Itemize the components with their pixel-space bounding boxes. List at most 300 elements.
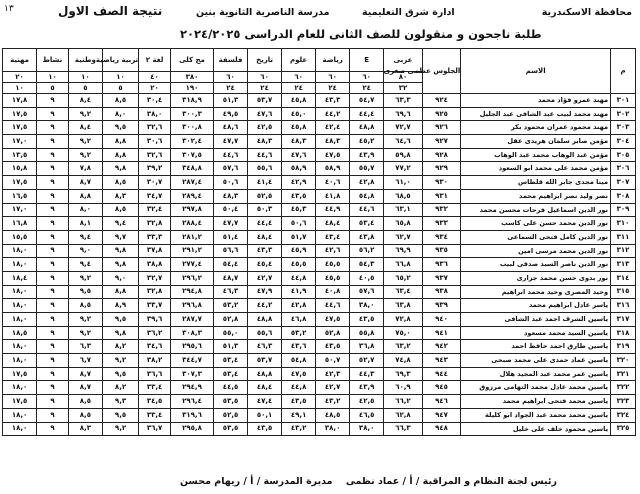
mark-cell: ٤٣,٩ <box>350 148 384 162</box>
mark-cell: ٤٤,٦ <box>248 148 282 162</box>
mark-cell: ٤٤,٣ <box>350 367 384 381</box>
mark-cell: ٣٦,٦ <box>139 367 171 381</box>
table-row <box>3 203 636 217</box>
mark-cell: ٥٢,٨ <box>214 313 248 327</box>
mark-cell: ١٨,٠ <box>3 258 37 272</box>
row-number: ٣٢٤ <box>611 408 636 422</box>
student-name: ياسر عادل ابراهيم محمد <box>461 299 611 313</box>
page-title: طلبة ناجحون و منقولون للصف الثانى للعام الدراسى ٢٠٢٤/٢٠٢٥ <box>180 27 542 41</box>
seat-number: ٩٣٠ <box>422 176 461 190</box>
mark-cell: ٢٨٧,٤ <box>170 176 213 190</box>
mark-cell: ٥٨,٩ <box>316 162 350 176</box>
mark-cell: ٥٤,٨ <box>350 189 384 203</box>
mark-cell: ٩ <box>37 217 69 231</box>
seat-number: ٩٣٤ <box>422 230 461 244</box>
mark-cell: ٩,٨ <box>102 258 138 272</box>
mark-cell: ٥١,٤ <box>214 230 248 244</box>
mark-cell: ٣١٨,٩ <box>170 94 213 108</box>
mark-cell: ٩,٠ <box>102 271 138 285</box>
mark-cell: ٥٤,٤ <box>214 258 248 272</box>
mark-cell: ٨,٧ <box>68 381 102 395</box>
mark-cell: ٥٥,٨ <box>350 326 384 340</box>
mark-cell: ٥٠,٤ <box>214 203 248 217</box>
table-row <box>3 326 636 340</box>
mark-cell: ٢٩٤,٩ <box>170 381 213 395</box>
student-name: نصر وليد نصر ابراهيم محمد <box>461 189 611 203</box>
mark-cell: ٤٨,٨ <box>350 121 384 135</box>
column-max-mark: ٦٠ <box>214 72 248 83</box>
mark-cell: ٤٣,٥ <box>316 340 350 354</box>
mark-cell: ٤٨,٨ <box>248 367 282 381</box>
mark-cell: ٨,٢ <box>102 381 138 395</box>
mark-cell: ٩,٤ <box>68 258 102 272</box>
mark-cell: ١٧,٥ <box>3 367 37 381</box>
mark-cell: ٤٥,٨ <box>282 121 316 135</box>
column-header: نشاط <box>37 49 69 72</box>
seat-number: ٩٤٥ <box>422 381 461 395</box>
mark-cell: ٤٨,٣ <box>316 135 350 149</box>
mark-cell: ٤٦,٥ <box>350 408 384 422</box>
student-name: ياسين طارق احمد حافظ احمد <box>461 340 611 354</box>
mark-cell: ٥٤,٧ <box>350 94 384 108</box>
table-row <box>3 422 636 436</box>
mark-cell: ٦٦,٨ <box>384 258 423 272</box>
mark-cell: ٦,٣ <box>68 340 102 354</box>
mark-cell: ٤٥,٨ <box>282 94 316 108</box>
mark-cell: ٤٣,٤ <box>316 230 350 244</box>
school-label: مدرسة الناصرية الثانوية بنين <box>196 7 330 18</box>
student-name: ياسين السيد محمد مسعود <box>461 326 611 340</box>
mark-cell: ٤٢,٣ <box>316 367 350 381</box>
row-number: ٣٠٣ <box>611 121 636 135</box>
row-number: ٣٢٥ <box>611 422 636 436</box>
row-number: ٣٠٥ <box>611 148 636 162</box>
seat-number: ٩٤٦ <box>422 395 461 409</box>
mark-cell: ٤٤,٨ <box>282 381 316 395</box>
mark-cell: ٤٢,٦ <box>316 244 350 258</box>
mark-cell: ٤٣,٨ <box>350 230 384 244</box>
mark-cell: ٨,٥ <box>102 94 138 108</box>
mark-cell: ٤٨,٣ <box>282 135 316 149</box>
table-row <box>3 176 636 190</box>
mark-cell: ٤٥,٣ <box>282 203 316 217</box>
mark-cell: ١٨,٠ <box>3 313 37 327</box>
mark-cell: ٥٨,٩ <box>282 162 316 176</box>
mark-cell: ٨,٨ <box>102 148 138 162</box>
mark-cell: ٩,٢ <box>68 135 102 149</box>
mark-cell: ٤٢,٨ <box>350 176 384 190</box>
seat-number: ٩٣٨ <box>422 285 461 299</box>
seat-number: ٩٤٣ <box>422 354 461 368</box>
mark-cell: ٤٨,٦ <box>214 121 248 135</box>
mark-cell: ٣٠٨,٣ <box>170 326 213 340</box>
seat-number: ٩٤٠ <box>422 313 461 327</box>
mark-cell: ٤٧,٦ <box>282 148 316 162</box>
seat-number: ٩٢٦ <box>422 121 461 135</box>
table-row <box>3 230 636 244</box>
mark-cell: ١٣,٥ <box>3 148 37 162</box>
mark-cell: ٣٢,٦ <box>139 121 171 135</box>
table-row <box>3 258 636 272</box>
table-row <box>3 121 636 135</box>
mark-cell: ٤٤,٢ <box>316 107 350 121</box>
seat-number: ٩٣٣ <box>422 217 461 231</box>
row-number: ٣١٦ <box>611 299 636 313</box>
mark-cell: ٥٥,٦ <box>248 326 282 340</box>
mark-cell: ٤٥,٥ <box>316 271 350 285</box>
table-row <box>3 395 636 409</box>
seat-number: ٩٣١ <box>422 189 461 203</box>
mark-cell: ٨,٥ <box>68 408 102 422</box>
mark-cell: ٤٣,٩ <box>350 381 384 395</box>
mark-cell: ٤٧,٥ <box>316 148 350 162</box>
mark-cell: ٥٠,١ <box>248 408 282 422</box>
column-header: E <box>350 49 384 72</box>
mark-cell: ١٨,٠ <box>3 340 37 354</box>
mark-cell: ٥٠,٧ <box>316 354 350 368</box>
row-number: ٣٠٦ <box>611 162 636 176</box>
column-header: فلسفة <box>214 49 248 72</box>
mark-cell: ١٨,٠ <box>3 244 37 258</box>
mark-cell: ٩,٥ <box>102 121 138 135</box>
mark-cell: ٣٦,٢ <box>139 326 171 340</box>
mark-cell: ٤٥,٠ <box>282 107 316 121</box>
mark-cell: ٤٠,٨ <box>316 285 350 299</box>
student-name: مؤمن عبد الوهاب محمد عبد الوهاب <box>461 148 611 162</box>
mark-cell: ٩ <box>37 354 69 368</box>
row-number: ٣٠١ <box>611 94 636 108</box>
column-header: علوم <box>282 49 316 72</box>
column-min-mark: ١٩٠ <box>170 83 213 94</box>
mark-cell: ٩ <box>37 135 69 149</box>
mark-cell: ٨,٥ <box>102 203 138 217</box>
mark-cell: ٤٣,٦ <box>282 340 316 354</box>
mark-cell: ٩ <box>37 121 69 135</box>
seat-number: ٩٣٢ <box>422 203 461 217</box>
mark-cell: ١٧,٨ <box>3 94 37 108</box>
committee-signature: رئيس لجنة النظام و المراقبة / أ / عماد نظمى <box>345 476 557 487</box>
row-number: ٣٢٣ <box>611 395 636 409</box>
column-header: لغة ٢ <box>139 49 171 72</box>
table-row <box>3 135 636 149</box>
seat-number: ٩٣٥ <box>422 244 461 258</box>
mark-cell: ٧٧,٢ <box>384 162 423 176</box>
mark-cell: ٣٩,٢ <box>139 162 171 176</box>
column-max-mark: ٦٠ <box>282 72 316 83</box>
mark-cell: ٤٤,٤ <box>350 107 384 121</box>
student-name: نور الدين كامل فتحى السماعى <box>461 230 611 244</box>
mark-cell: ٣١٩,٦ <box>170 408 213 422</box>
mark-cell: ٣٣,٧ <box>139 299 171 313</box>
mark-cell: ٨,٩ <box>102 299 138 313</box>
table-row <box>3 340 636 354</box>
mark-cell: ٤٨,٤ <box>248 230 282 244</box>
mark-cell: ١٨,٠ <box>3 381 37 395</box>
student-name: مهند محمود عمران محمود بكر <box>461 121 611 135</box>
student-name: ياسين عماد حمدى على محمد صبحى <box>461 354 611 368</box>
mark-cell: ١٧,٠ <box>3 203 37 217</box>
mark-cell: ٩ <box>37 203 69 217</box>
mark-cell: ٤٢,٤ <box>316 121 350 135</box>
mark-cell: ٤٢,٧ <box>248 271 282 285</box>
mark-cell: ٣٠٧,٥ <box>170 148 213 162</box>
mark-cell: ٦٦,٣ <box>384 422 423 436</box>
mark-cell: ٢٩٦,٢ <box>170 271 213 285</box>
mark-cell: ٩,٥ <box>102 313 138 327</box>
column-max-mark: ١٠ <box>68 72 102 83</box>
mark-cell: ٣٠٢,٤ <box>170 135 213 149</box>
mark-cell: ٩,٢ <box>68 326 102 340</box>
table-row <box>3 285 636 299</box>
column-min-mark: ١٠ <box>3 83 37 94</box>
mark-cell: ٢٧٧,٤ <box>170 258 213 272</box>
student-name: ياسين محمد فتحى ابراهيم محمد <box>461 395 611 409</box>
mark-cell: ٥١,٣ <box>214 94 248 108</box>
mark-cell: ٩ <box>37 94 69 108</box>
column-header: وطنية <box>68 49 102 72</box>
mark-cell: ٥٣,٧ <box>248 354 282 368</box>
row-number: ٣٢٠ <box>611 354 636 368</box>
mark-cell: ٩,٥ <box>102 408 138 422</box>
mark-cell: ٣٤,٧ <box>139 189 171 203</box>
mark-cell: ٨,٤ <box>68 94 102 108</box>
mark-cell: ٢٨٧,٧ <box>170 313 213 327</box>
column-min-mark: ٥ <box>102 83 138 94</box>
mark-cell: ٤٤,٥ <box>214 381 248 395</box>
mark-cell: ٨,١ <box>68 217 102 231</box>
mark-cell: ٣٨,٠ <box>316 422 350 436</box>
row-number: ٣٠٢ <box>611 107 636 121</box>
mark-cell: ٧٤,٨ <box>384 354 423 368</box>
row-number: ٣١١ <box>611 230 636 244</box>
mark-cell: ٤٣,٥ <box>282 395 316 409</box>
seat-number: ٩٢٥ <box>422 107 461 121</box>
mark-cell: ٩ <box>37 408 69 422</box>
mark-cell: ٩,٢ <box>68 313 102 327</box>
mark-cell: ٩ <box>37 271 69 285</box>
mark-cell: ٩ <box>37 299 69 313</box>
mark-cell: ٨,٥ <box>68 299 102 313</box>
student-name: نور بدوى حسن محمد جزارى <box>461 271 611 285</box>
column-min-mark: ٢٠ <box>139 83 171 94</box>
column-max-mark: ٦٠ <box>248 72 282 83</box>
mark-cell: ٤٧,٥ <box>282 367 316 381</box>
mark-cell: ٥٢,٥ <box>248 189 282 203</box>
student-name: نور الدين محمد حسن على كاسب <box>461 217 611 231</box>
mark-cell: ٥٥,٧ <box>350 162 384 176</box>
column-header: تاريخ <box>248 49 282 72</box>
column-min-mark: ٢٤ <box>214 83 248 94</box>
mark-cell: ٤٧,٧ <box>214 135 248 149</box>
mark-cell: ٢٨٨,٤ <box>170 217 213 231</box>
mark-cell: ٣٨,٢ <box>139 354 171 368</box>
mark-cell: ٢٨١,٢ <box>170 230 213 244</box>
mark-cell: ٩,٧ <box>102 230 138 244</box>
mark-cell: ٥٣,٤ <box>214 354 248 368</box>
mark-cell: ٣٧,٨ <box>139 244 171 258</box>
seat-number: ٩٢٤ <box>422 94 461 108</box>
mark-cell: ٦٨,٥ <box>384 189 423 203</box>
mark-cell: ١٥,٨ <box>3 162 37 176</box>
mark-cell: ٤٣,٣ <box>248 244 282 258</box>
table-row <box>3 217 636 231</box>
administration-label: ادارة شرق التعليمية <box>362 7 455 18</box>
column-min-mark: ٢٤ <box>316 83 350 94</box>
mark-cell: ٦٥,٢ <box>384 271 423 285</box>
mark-cell: ٨,٧ <box>68 367 102 381</box>
mark-cell: ٢٨٩,٤ <box>170 189 213 203</box>
mark-cell: ٧,٨ <box>68 162 102 176</box>
mark-cell: ٦٥,٨ <box>384 217 423 231</box>
mark-cell: ٣٣,٤ <box>139 408 171 422</box>
mark-cell: ٧٢,٧ <box>384 121 423 135</box>
mark-cell: ٥١,٧ <box>282 230 316 244</box>
mark-cell: ٤٣,٥ <box>282 189 316 203</box>
mark-cell: ٣٠٧,٣ <box>170 367 213 381</box>
mark-cell: ٤٢,٧ <box>316 381 350 395</box>
row-number: ٣٢١ <box>611 367 636 381</box>
results-table <box>2 48 636 436</box>
mark-cell: ٦١,٠ <box>384 176 423 190</box>
row-number: ٣٠٤ <box>611 135 636 149</box>
table-row <box>3 244 636 258</box>
column-min-mark: ٢٤ <box>350 83 384 94</box>
mark-cell: ٣٦,٧ <box>139 422 171 436</box>
table-row <box>3 313 636 327</box>
mark-cell: ٥٠,٦ <box>282 217 316 231</box>
column-min-mark: ٢٤ <box>248 83 282 94</box>
row-number: ٣١٤ <box>611 271 636 285</box>
column-header: م <box>611 49 636 94</box>
mark-cell: ٩,٨ <box>102 244 138 258</box>
mark-cell: ٤٥,٢ <box>350 135 384 149</box>
mark-cell: ٨,٢ <box>102 340 138 354</box>
mark-cell: ٣٢,٨ <box>139 217 171 231</box>
mark-cell: ٣٢,٦ <box>139 148 171 162</box>
column-min-mark: ٥ <box>37 83 69 94</box>
row-number: ٣١٥ <box>611 285 636 299</box>
mark-cell: ٩,٢ <box>68 107 102 121</box>
mark-cell: ٣٨,٠ <box>139 107 171 121</box>
mark-cell: ٣٢,٨ <box>139 285 171 299</box>
mark-cell: ٤٤,٨ <box>282 271 316 285</box>
mark-cell: ٦٣,٨ <box>384 299 423 313</box>
mark-cell: ٤٧,٥ <box>316 313 350 327</box>
mark-cell: ٢٩١,٢ <box>170 244 213 258</box>
row-number: ٣١٣ <box>611 258 636 272</box>
column-header: الاسم <box>461 49 611 94</box>
mark-cell: ٤٦,٣ <box>248 340 282 354</box>
mark-cell: ٩,٢ <box>102 422 138 436</box>
column-max-mark: ٦٠ <box>316 72 350 83</box>
mark-cell: ٥٣,٥ <box>214 422 248 436</box>
mark-cell: ٥٣,٢ <box>214 299 248 313</box>
mark-cell: ٩ <box>37 189 69 203</box>
mark-cell: ٥٣,٥ <box>214 395 248 409</box>
mark-cell: ٧٥,٠ <box>384 326 423 340</box>
mark-cell: ٣٨,٨ <box>139 258 171 272</box>
mark-cell: ٤٩,٥ <box>214 107 248 121</box>
mark-cell: ٤١,٤ <box>248 176 282 190</box>
mark-cell: ١٨,٤ <box>3 271 37 285</box>
mark-cell: ٨,٨ <box>102 135 138 149</box>
student-name: ياسين محمود خلف على خليل <box>461 422 611 436</box>
mark-cell: ٥٠,٣ <box>248 203 282 217</box>
mark-cell: ٤٧,٩ <box>248 285 282 299</box>
mark-cell: ٢٩٤,٨ <box>170 285 213 299</box>
mark-cell: ٣٩,٦ <box>139 313 171 327</box>
table-row <box>3 148 636 162</box>
row-number: ٣١٠ <box>611 217 636 231</box>
mark-cell: ٣٠٠,٨ <box>170 121 213 135</box>
mark-cell: ٤٢,٩ <box>282 176 316 190</box>
mark-cell: ٤٤,٤ <box>248 217 282 231</box>
mark-cell: ٩,٢ <box>68 148 102 162</box>
mark-cell: ٣٤,٦ <box>139 340 171 354</box>
table-row <box>3 162 636 176</box>
seat-number: ٩٣٦ <box>422 258 461 272</box>
mark-cell: ٣٤,٥ <box>139 395 171 409</box>
mark-cell: ٤٨,٣ <box>214 189 248 203</box>
student-name: نور الدين محمد مرسى امين <box>461 244 611 258</box>
mark-cell: ٩,٥ <box>102 367 138 381</box>
mark-cell: ٤٧,٤ <box>248 395 282 409</box>
mark-cell: ٨,٨ <box>102 285 138 299</box>
mark-cell: ٩ <box>37 244 69 258</box>
header-labels-row <box>3 49 636 72</box>
mark-cell: ٥٩,٨ <box>384 148 423 162</box>
mark-cell: ٦٢,٧ <box>384 230 423 244</box>
mark-cell: ١٧,٥ <box>3 176 37 190</box>
mark-cell: ٦٣,١ <box>384 203 423 217</box>
mark-cell: ٥٣,٢ <box>282 326 316 340</box>
mark-cell: ٤٥,٥ <box>282 258 316 272</box>
mark-cell: ٣٦,٨ <box>350 340 384 354</box>
seat-number: ٩٢٩ <box>422 162 461 176</box>
mark-cell: ٥٢,٧ <box>350 354 384 368</box>
mark-cell: ٦٣,٣ <box>384 94 423 108</box>
student-name: ياسين محمد عادل محمد التهامى مرزوق <box>461 381 611 395</box>
mark-cell: ١٨,٠ <box>3 422 37 436</box>
mark-cell: ٦٠,٩ <box>384 381 423 395</box>
mark-cell: ٩,٢ <box>102 354 138 368</box>
table-row <box>3 189 636 203</box>
mark-cell: ٦٩,٣ <box>384 367 423 381</box>
mark-cell: ٩,٤ <box>102 217 138 231</box>
mark-cell: ٥٦,٢ <box>350 244 384 258</box>
mark-cell: ٨,٠ <box>68 203 102 217</box>
mark-cell: ٤٧,٧ <box>214 217 248 231</box>
seat-number: ٩٢٧ <box>422 135 461 149</box>
mark-cell: ١٨,٥ <box>3 326 37 340</box>
mark-cell: ٥٢,٨ <box>316 326 350 340</box>
row-number: ٣١٧ <box>611 313 636 327</box>
mark-cell: ٦٤,٦ <box>384 135 423 149</box>
mark-cell: ٥٣,٤ <box>350 217 384 231</box>
mark-cell: ٥٤,٣ <box>350 258 384 272</box>
mark-cell: ١٧,٠ <box>3 135 37 149</box>
mark-cell: ٤٣,٢ <box>282 422 316 436</box>
column-max-mark: ١٠ <box>102 72 138 83</box>
mark-cell: ٩ <box>37 258 69 272</box>
mark-cell: ٢٩٥,٨ <box>170 422 213 436</box>
mark-cell: ٤٥,٥ <box>316 258 350 272</box>
mark-cell: ٤٠,٦ <box>316 176 350 190</box>
footer <box>170 476 557 487</box>
mark-cell: ٢٩٦,٨ <box>170 299 213 313</box>
mark-cell: ٤١,٨ <box>316 189 350 203</box>
row-number: ٣٠٨ <box>611 189 636 203</box>
